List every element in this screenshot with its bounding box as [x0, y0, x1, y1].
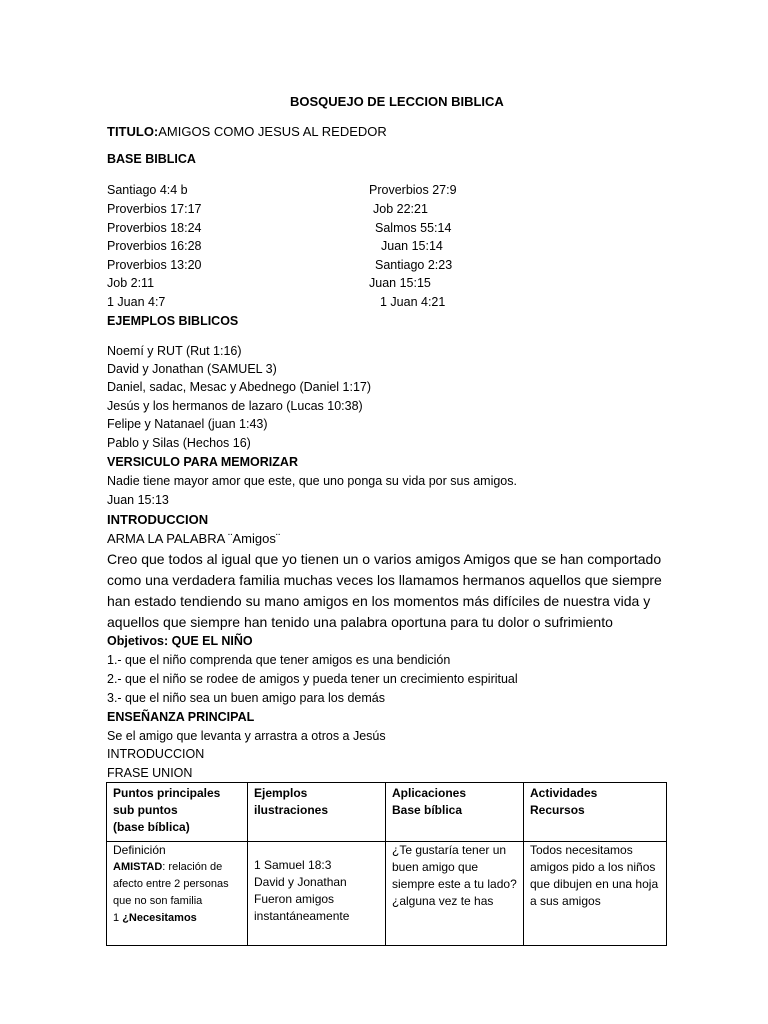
base-biblica-label: BASE BIBLICA [107, 152, 196, 166]
ref-right: 1 Juan 4:21 [380, 295, 446, 309]
example-item: Daniel, sadac, Mesac y Abednego (Daniel 1:17) [107, 380, 372, 394]
intro-paragraph: Creo que todos al igual que yo tienen un o varios amigos Amigos que se han comportado como una verdadera familia muchas veces los llamamos hermanos aquellos que siempre han estado tendiendo su mano amigos en los momentos más difíciles de nuestra vida y aquellos que siempre han tenido una palabra oportuna para tu dolor o sufrimiento [107, 551, 662, 630]
ref-right: Salmos 55:14 [375, 221, 452, 235]
ref-left: Job 2:11 [107, 276, 155, 290]
header-ejemplos: Ejemplos ilustraciones [248, 783, 386, 842]
ref-left: 1 Juan 4:7 [107, 295, 166, 309]
ref-left: Proverbios 17:17 [107, 202, 202, 216]
ensenanza-label: ENSEÑANZA PRINCIPAL [107, 710, 255, 724]
ref-left: Proverbios 13:20 [107, 258, 202, 272]
versiculo-ref: Juan 15:13 [107, 493, 169, 507]
arma-palabra: ARMA LA PALABRA ¨Amigos¨ [107, 531, 281, 546]
ref-left: Santiago 4:4 b [107, 183, 188, 197]
table-header-row [107, 783, 667, 842]
cell-actividades: Todos necesitamos amigos pido a los niños que dibujen en una hoja a sus amigos [524, 842, 667, 946]
versiculo-text: Nadie tiene mayor amor que este, que uno ponga su vida por sus amigos. [107, 474, 517, 488]
example-item: Noemí y RUT (Rut 1:16) [107, 344, 242, 358]
table-row [107, 842, 667, 946]
cell-aplicaciones: ¿Te gustaría tener un buen amigo que siempre este a tu lado? ¿alguna vez te has [386, 842, 524, 946]
ref-right: Juan 15:15 [369, 276, 431, 290]
introduccion-label: INTRODUCCION [107, 512, 209, 527]
example-item: David y Jonathan (SAMUEL 3) [107, 362, 277, 376]
ref-left: Proverbios 18:24 [107, 221, 202, 235]
document-heading: BOSQUEJO DE LECCION BIBLICA [290, 94, 504, 109]
ref-right: Santiago 2:23 [375, 258, 453, 272]
objetivo-item: 3.- que el niño sea un buen amigo para los demás [107, 691, 385, 705]
ref-right: Job 22:21 [373, 202, 428, 216]
objetivos-heading [107, 632, 253, 650]
versiculo-label: VERSICULO PARA MEMORIZAR [107, 455, 298, 469]
ensenanza-text: Se el amigo que levanta y arrastra a otros a Jesús [107, 729, 386, 743]
header-puntos: Puntos principales sub puntos (base bíblica) [107, 783, 248, 842]
introduccion-2: INTRODUCCION [107, 747, 205, 761]
ref-left: Proverbios 16:28 [107, 239, 202, 253]
title-value: AMIGOS COMO JESUS AL REDEDOR [158, 124, 387, 139]
objetivo-item: 1.- que el niño comprenda que tener amigos es una bendición [107, 653, 451, 667]
example-item: Jesús y los hermanos de lazaro (Lucas 10:38) [107, 399, 363, 413]
header-aplicaciones: Aplicaciones Base bíblica [386, 783, 524, 842]
example-item: Felipe y Natanael (juan 1:43) [107, 417, 268, 431]
lesson-title [107, 124, 387, 139]
header-actividades: Actividades Recursos [524, 783, 667, 842]
objetivos-label-rest: QUE EL NIÑO [168, 634, 253, 648]
objetivo-item: 2.- que el niño se rodee de amigos y pueda tener un crecimiento espiritual [107, 672, 518, 686]
cell-ejemplos: 1 Samuel 18:3 David y Jonathan Fueron amigos instantáneamente [248, 842, 386, 946]
frase-union: FRASE UNION [107, 766, 193, 780]
title-label: TITULO: [107, 124, 159, 139]
cell-definicion: Definición AMISTAD: relación de afecto entre 2 personas que no son familia 1 ¿Necesitamos [107, 842, 248, 946]
example-item: Pablo y Silas (Hechos 16) [107, 436, 251, 450]
objetivos-label: Objetivos: [107, 634, 169, 648]
ejemplos-label: EJEMPLOS BIBLICOS [107, 314, 239, 328]
ref-right: Proverbios 27:9 [369, 183, 457, 197]
ref-right: Juan 15:14 [381, 239, 443, 253]
lesson-table [106, 782, 667, 946]
